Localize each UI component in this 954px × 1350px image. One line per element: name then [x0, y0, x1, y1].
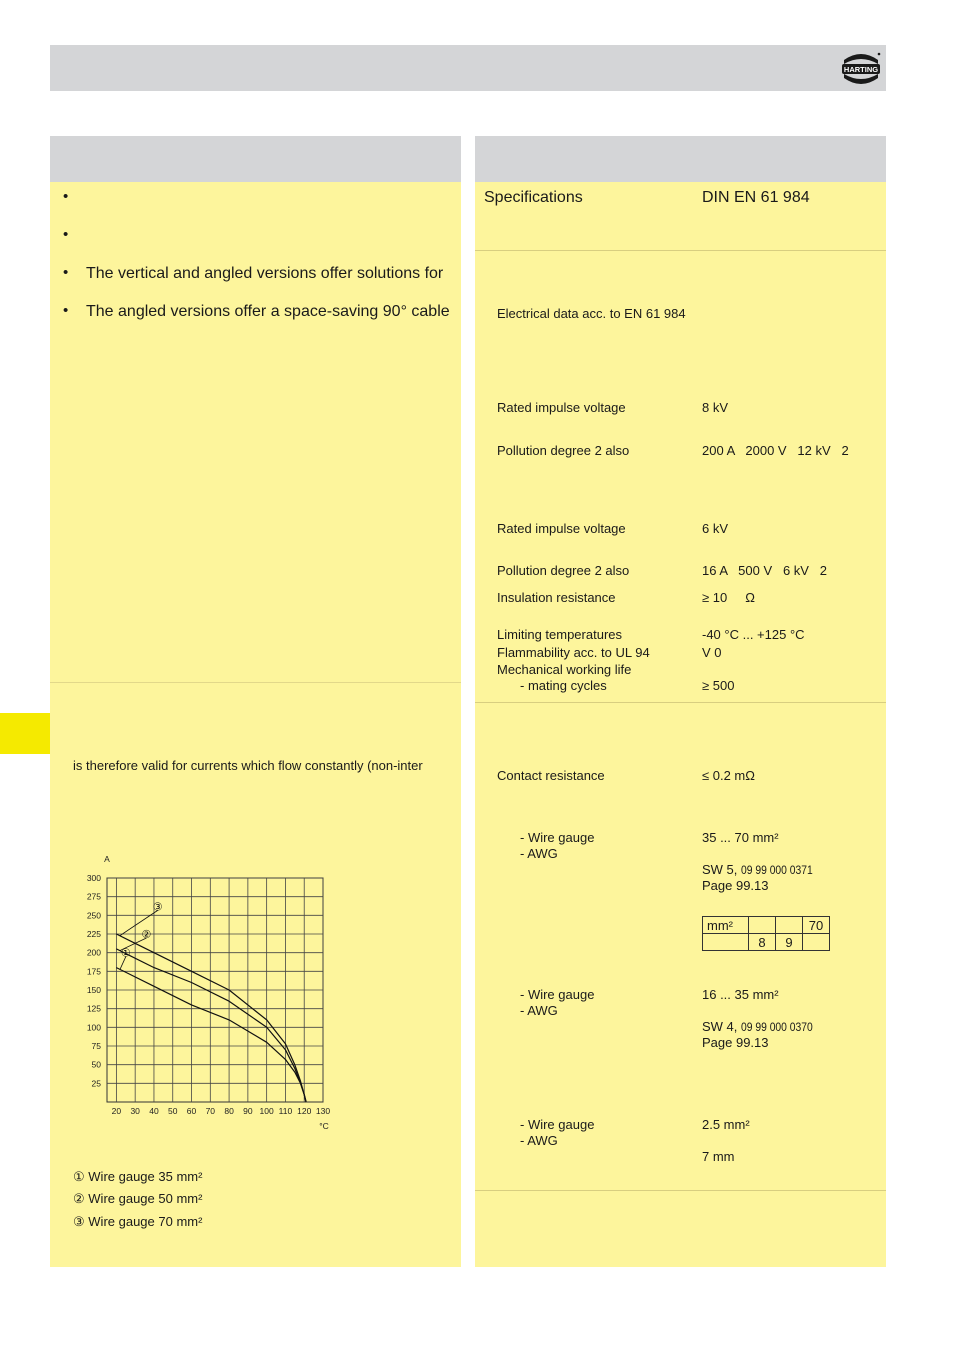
spec-value: 8 kV [702, 400, 729, 415]
x-tick-label: 70 [205, 1106, 216, 1116]
tool-number: 09 99 000 0371 [741, 863, 813, 877]
table-cell: 8 [749, 934, 776, 951]
legend-text: Wire gauge 35 mm² [88, 1169, 203, 1184]
wire-gauge-label: - Wire gauge [520, 987, 595, 1002]
spec-label: Limiting temperatures [497, 627, 622, 642]
bullet-marker: • [63, 264, 69, 281]
table-cell: mm² [703, 917, 749, 934]
specifications-label: Specifications [484, 189, 583, 206]
y-tick-label: 175 [86, 966, 101, 977]
right-panel [475, 182, 886, 1267]
derating-chart [80, 850, 340, 1135]
x-tick-label: 50 [168, 1106, 178, 1116]
x-tick-label: 20 [111, 1106, 122, 1116]
derating-text: is therefore valid for currents which flow constantly (non-inter [73, 758, 423, 773]
series-line-2 [116, 949, 306, 1102]
curve-label: ② [141, 929, 152, 941]
callout-line [120, 910, 158, 935]
wire-gauge-label: - Wire gauge [520, 830, 595, 845]
wire-gauge-value: 35 ... 70 mm² [702, 830, 779, 845]
x-tick-label: 80 [224, 1106, 234, 1116]
awg-label: - AWG [520, 846, 558, 861]
table-cell [803, 934, 830, 951]
legend-item-1 [73, 1169, 202, 1185]
y-tick-label: 125 [86, 1003, 101, 1014]
curve-label: ① [120, 947, 131, 960]
legend-marker: ① [73, 1169, 85, 1184]
bullet-text: The angled versions offer a space-saving 90° cable [86, 303, 450, 320]
y-axis-label: A [104, 854, 110, 864]
spec-label: Flammability acc. to UL 94 [497, 645, 650, 660]
y-tick-label: 250 [86, 910, 101, 921]
y-tick-label: 275 [86, 891, 101, 902]
table-row [703, 917, 830, 934]
tool-prefix: SW 4, [702, 1019, 738, 1034]
spec-value: -40 °C ... +125 °C [702, 627, 805, 642]
table-row [703, 934, 830, 951]
x-tick-label: 40 [149, 1106, 159, 1116]
y-tick-label: 150 [86, 985, 101, 995]
legend-text: Wire gauge 50 mm² [88, 1191, 203, 1206]
y-tick-label: 225 [86, 929, 101, 939]
legend-item-2 [73, 1191, 202, 1207]
specifications-value: DIN EN 61 984 [702, 189, 810, 206]
legend-item-3 [73, 1214, 202, 1230]
spec-value: ≥ 10 Ω [702, 590, 755, 605]
bullet-marker: • [63, 188, 69, 205]
spec-label: - mating cycles [520, 678, 607, 693]
spec-label: Rated impulse voltage [497, 521, 626, 536]
divider [50, 682, 461, 683]
divider [475, 250, 886, 251]
series-line-3 [116, 934, 306, 1102]
right-panel-header [475, 136, 886, 182]
x-tick-label: 110 [278, 1106, 293, 1116]
x-tick-label: 30 [130, 1106, 140, 1116]
x-tick-label: 100 [259, 1106, 274, 1116]
spec-label: Mechanical working life [497, 662, 632, 677]
svg-text:HARTING: HARTING [843, 65, 879, 74]
harting-logo [840, 48, 882, 88]
left-panel-header [50, 136, 461, 182]
y-tick-label: 300 [86, 873, 101, 883]
tool-ref [702, 862, 824, 878]
wire-gauge-value: 2.5 mm² [702, 1117, 750, 1132]
divider [475, 702, 886, 703]
legend-marker: ② [73, 1191, 85, 1206]
curve-label: ③ [152, 901, 163, 914]
spec-value: 16 A 500 V 6 kV 2 [702, 563, 828, 578]
table-cell [776, 917, 803, 934]
spec-value: ≥ 500 [702, 678, 735, 693]
spec-label: Rated impulse voltage [497, 400, 626, 415]
spec-label: Pollution degree 2 also [497, 443, 630, 458]
legend-text: Wire gauge 70 mm² [88, 1214, 203, 1229]
x-tick-label: 130 [315, 1106, 331, 1116]
bullet-text: The vertical and angled versions offer solutions for [86, 265, 444, 282]
bullet-marker: • [63, 302, 69, 319]
tool-prefix: SW 5, [702, 862, 738, 877]
x-tick-label: 120 [297, 1106, 312, 1116]
bullet-marker: • [63, 226, 69, 243]
spec-label: Insulation resistance [497, 590, 616, 605]
y-tick-label: 100 [86, 1022, 101, 1033]
y-tick-label: 75 [91, 1041, 101, 1051]
legend-marker: ③ [73, 1214, 85, 1229]
spec-value: 200 A 2000 V 12 kV 2 [702, 443, 849, 458]
tool-number: 09 99 000 0370 [741, 1020, 813, 1034]
awg-label: - AWG [520, 1003, 558, 1018]
table-cell: 70 [803, 917, 830, 934]
wire-gauge-value: 16 ... 35 mm² [702, 987, 779, 1002]
table-cell [703, 934, 749, 951]
page-link[interactable]: Page 99.13 [702, 878, 769, 893]
spec-value: 6 kV [702, 521, 729, 536]
spec-value: ≤ 0.2 mΩ [702, 768, 755, 783]
table-cell [749, 917, 776, 934]
y-tick-label: 200 [86, 947, 101, 958]
y-tick-label: 50 [91, 1059, 101, 1070]
spec-value: V 0 [702, 645, 722, 660]
header-bar [50, 45, 886, 91]
gauge-table [702, 916, 830, 951]
strip-length-value: 7 mm [702, 1149, 735, 1164]
electrical-data-title: Electrical data acc. to EN 61 984 [497, 306, 686, 321]
tool-ref [702, 1019, 824, 1035]
divider [475, 1190, 886, 1191]
x-tick-label: 60 [186, 1106, 197, 1116]
awg-label: - AWG [520, 1133, 558, 1148]
table-cell: 9 [776, 934, 803, 951]
x-tick-label: 90 [243, 1106, 253, 1116]
spec-label: Pollution degree 2 also [497, 563, 630, 578]
section-tab-marker [0, 713, 50, 754]
page-link[interactable]: Page 99.13 [702, 1035, 769, 1050]
y-tick-label: 25 [91, 1078, 101, 1089]
x-axis-label: °C [319, 1121, 329, 1131]
spec-label: Contact resistance [497, 768, 605, 783]
wire-gauge-label: - Wire gauge [520, 1117, 595, 1132]
